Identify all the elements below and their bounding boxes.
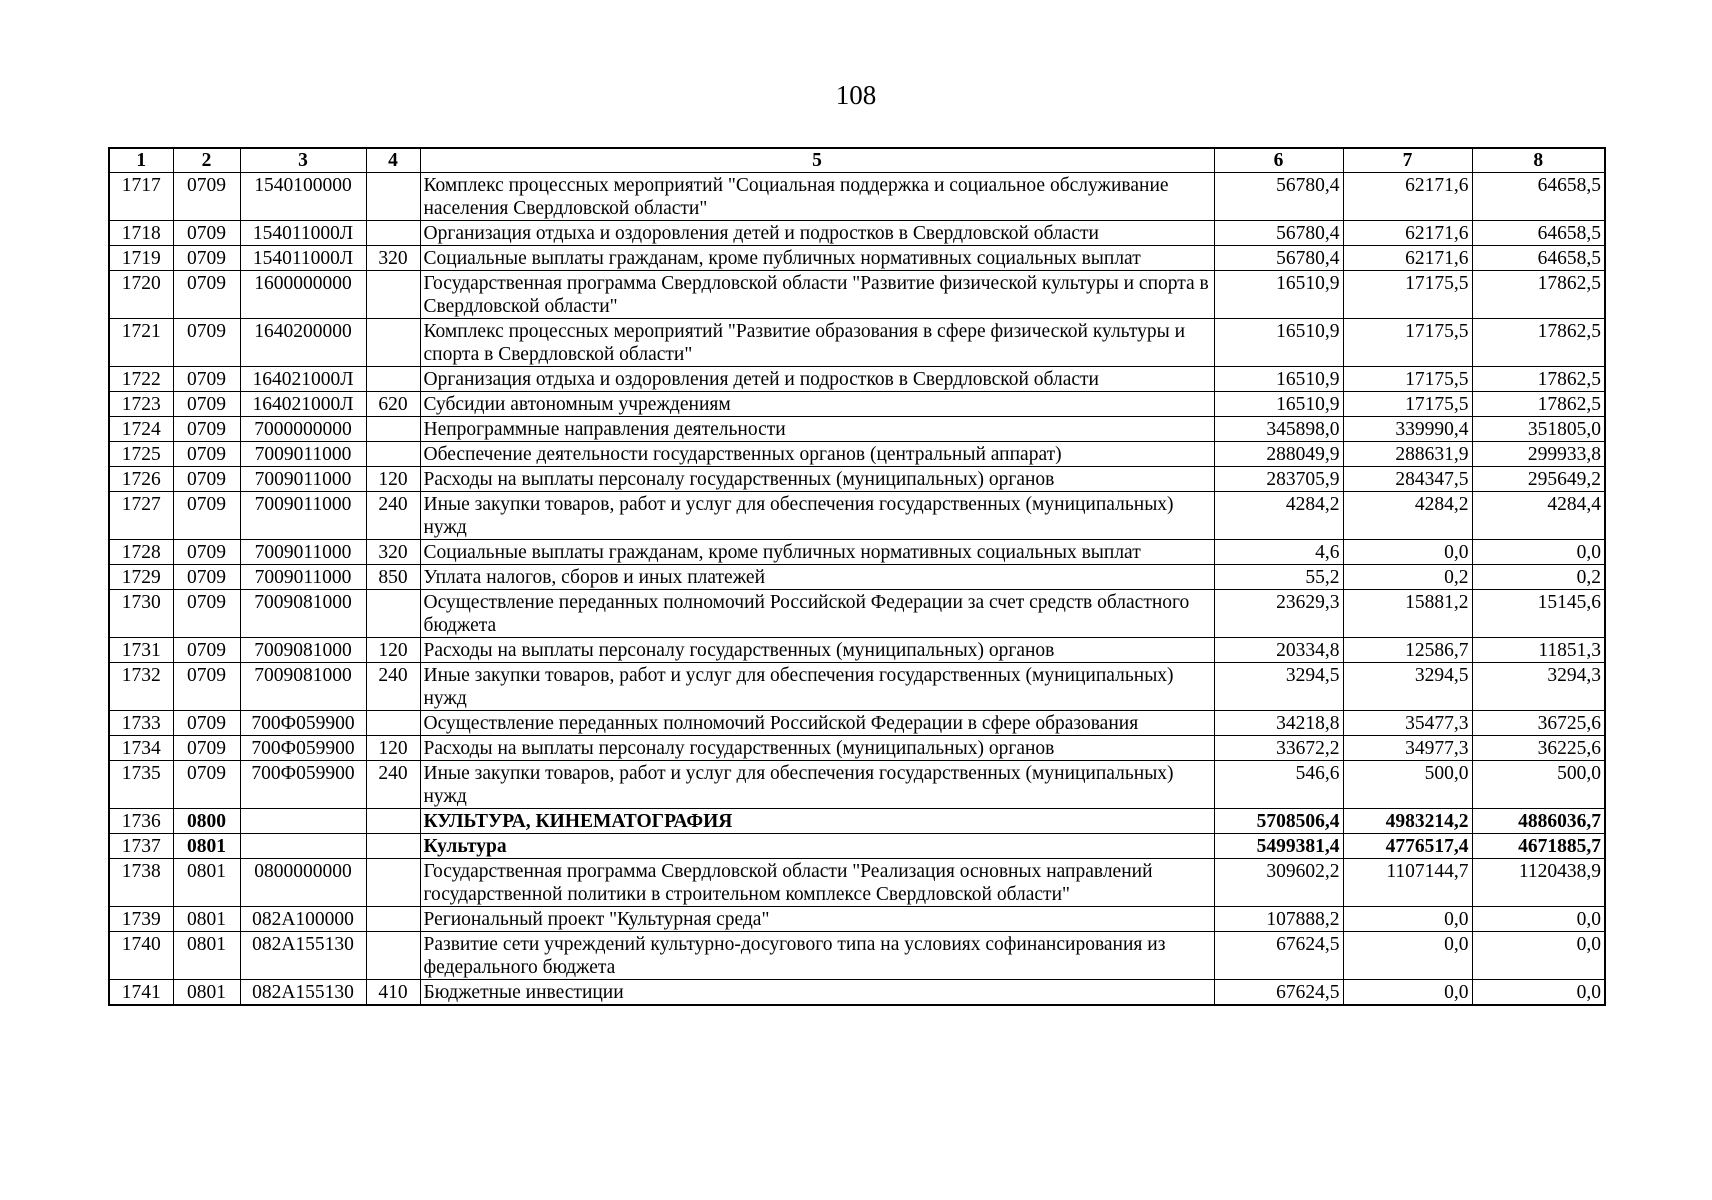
row-number-cell: 1734 (109, 736, 173, 761)
header-cell: 6 (1214, 148, 1343, 173)
target-article-cell: 154011000Л (240, 221, 366, 246)
section-code-cell: 0709 (173, 392, 240, 417)
expense-type-cell (366, 442, 420, 467)
target-article-cell: 154011000Л (240, 246, 366, 271)
item-name-cell: Расходы на выплаты персоналу государственных (муниципальных) органов (420, 638, 1214, 663)
table-row (109, 246, 1605, 271)
section-code-cell: 0709 (173, 367, 240, 392)
table-row (109, 907, 1605, 932)
amount-year1-cell: 20334,8 (1214, 638, 1343, 663)
target-article-cell: 7009081000 (240, 590, 366, 638)
amount-year2-cell: 62171,6 (1343, 173, 1472, 221)
item-name-cell: КУЛЬТУРА, КИНЕМАТОГРАФИЯ (420, 809, 1214, 834)
table-row (109, 809, 1605, 834)
target-article-cell: 082А155130 (240, 980, 366, 1006)
amount-year3-cell: 295649,2 (1472, 467, 1605, 492)
amount-year3-cell: 17862,5 (1472, 271, 1605, 319)
amount-year2-cell: 17175,5 (1343, 367, 1472, 392)
table-row (109, 492, 1605, 540)
expense-type-cell (366, 417, 420, 442)
table-row (109, 392, 1605, 417)
table-row (109, 736, 1605, 761)
item-name-cell: Непрограммные направления деятельности (420, 417, 1214, 442)
section-code-cell: 0801 (173, 907, 240, 932)
table-row (109, 638, 1605, 663)
table-row (109, 319, 1605, 367)
expense-type-cell: 120 (366, 736, 420, 761)
target-article-cell: 700Ф059900 (240, 736, 366, 761)
row-number-cell: 1739 (109, 907, 173, 932)
row-number-cell: 1722 (109, 367, 173, 392)
amount-year1-cell: 5708506,4 (1214, 809, 1343, 834)
amount-year1-cell: 345898,0 (1214, 417, 1343, 442)
amount-year1-cell: 5499381,4 (1214, 834, 1343, 859)
amount-year1-cell: 56780,4 (1214, 221, 1343, 246)
amount-year1-cell: 56780,4 (1214, 173, 1343, 221)
row-number-cell: 1726 (109, 467, 173, 492)
item-name-cell: Иные закупки товаров, работ и услуг для обеспечения государственных (муниципальных) нужд (420, 663, 1214, 711)
section-code-cell: 0709 (173, 590, 240, 638)
item-name-cell: Осуществление переданных полномочий Российской Федерации в сфере образования (420, 711, 1214, 736)
section-code-cell: 0801 (173, 932, 240, 980)
row-number-cell: 1738 (109, 859, 173, 907)
section-code-cell: 0801 (173, 859, 240, 907)
amount-year2-cell: 4284,2 (1343, 492, 1472, 540)
expense-type-cell (366, 859, 420, 907)
section-code-cell: 0709 (173, 663, 240, 711)
amount-year3-cell: 0,0 (1472, 540, 1605, 565)
target-article-cell: 1640200000 (240, 319, 366, 367)
section-code-cell: 0801 (173, 980, 240, 1006)
target-article-cell: 082А100000 (240, 907, 366, 932)
table-row (109, 221, 1605, 246)
row-number-cell: 1729 (109, 565, 173, 590)
amount-year1-cell: 34218,8 (1214, 711, 1343, 736)
table-row (109, 417, 1605, 442)
item-name-cell: Иные закупки товаров, работ и услуг для обеспечения государственных (муниципальных) нужд (420, 492, 1214, 540)
row-number-cell: 1720 (109, 271, 173, 319)
item-name-cell: Комплекс процессных мероприятий "Развитие образования в сфере физической культуры и спорта в Свердловской области" (420, 319, 1214, 367)
expense-type-cell (366, 809, 420, 834)
section-code-cell: 0709 (173, 319, 240, 367)
row-number-cell: 1724 (109, 417, 173, 442)
row-number-cell: 1719 (109, 246, 173, 271)
expense-type-cell (366, 907, 420, 932)
amount-year1-cell: 16510,9 (1214, 319, 1343, 367)
table-row (109, 932, 1605, 980)
target-article-cell: 1600000000 (240, 271, 366, 319)
table-row (109, 271, 1605, 319)
row-number-cell: 1723 (109, 392, 173, 417)
amount-year2-cell: 500,0 (1343, 761, 1472, 809)
amount-year2-cell: 35477,3 (1343, 711, 1472, 736)
header-cell: 8 (1472, 148, 1605, 173)
table-row (109, 467, 1605, 492)
amount-year3-cell: 4671885,7 (1472, 834, 1605, 859)
target-article-cell: 700Ф059900 (240, 711, 366, 736)
header-cell: 3 (240, 148, 366, 173)
row-number-cell: 1727 (109, 492, 173, 540)
section-code-cell: 0801 (173, 834, 240, 859)
amount-year2-cell: 15881,2 (1343, 590, 1472, 638)
amount-year1-cell: 3294,5 (1214, 663, 1343, 711)
row-number-cell: 1733 (109, 711, 173, 736)
amount-year2-cell: 339990,4 (1343, 417, 1472, 442)
amount-year2-cell: 0,0 (1343, 907, 1472, 932)
amount-year3-cell: 36225,6 (1472, 736, 1605, 761)
target-article-cell: 7009011000 (240, 565, 366, 590)
amount-year2-cell: 12586,7 (1343, 638, 1472, 663)
row-number-cell: 1717 (109, 173, 173, 221)
amount-year1-cell: 23629,3 (1214, 590, 1343, 638)
amount-year3-cell: 0,2 (1472, 565, 1605, 590)
expense-type-cell: 240 (366, 761, 420, 809)
section-code-cell: 0709 (173, 761, 240, 809)
budget-table (108, 147, 1606, 1006)
amount-year3-cell: 500,0 (1472, 761, 1605, 809)
header-cell: 4 (366, 148, 420, 173)
target-article-cell: 082А155130 (240, 932, 366, 980)
expense-type-cell (366, 834, 420, 859)
table-row (109, 173, 1605, 221)
row-number-cell: 1725 (109, 442, 173, 467)
section-code-cell: 0709 (173, 417, 240, 442)
section-code-cell: 0709 (173, 736, 240, 761)
section-code-cell: 0709 (173, 492, 240, 540)
amount-year3-cell: 64658,5 (1472, 246, 1605, 271)
item-name-cell: Региональный проект "Культурная среда" (420, 907, 1214, 932)
amount-year3-cell: 299933,8 (1472, 442, 1605, 467)
expense-type-cell: 850 (366, 565, 420, 590)
section-code-cell: 0709 (173, 711, 240, 736)
amount-year3-cell: 15145,6 (1472, 590, 1605, 638)
amount-year2-cell: 0,0 (1343, 980, 1472, 1006)
item-name-cell: Бюджетные инвестиции (420, 980, 1214, 1006)
amount-year2-cell: 17175,5 (1343, 392, 1472, 417)
amount-year2-cell: 0,0 (1343, 932, 1472, 980)
amount-year3-cell: 17862,5 (1472, 367, 1605, 392)
amount-year1-cell: 16510,9 (1214, 367, 1343, 392)
target-article-cell: 7000000000 (240, 417, 366, 442)
item-name-cell: Комплекс процессных мероприятий "Социальная поддержка и социальное обслуживание населения Свердловской области" (420, 173, 1214, 221)
table-row (109, 442, 1605, 467)
expense-type-cell (366, 173, 420, 221)
item-name-cell: Государственная программа Свердловской области "Развитие физической культуры и спорта в Свердловской области" (420, 271, 1214, 319)
amount-year2-cell: 62171,6 (1343, 221, 1472, 246)
table-row (109, 565, 1605, 590)
section-code-cell: 0800 (173, 809, 240, 834)
table-row (109, 663, 1605, 711)
amount-year2-cell: 284347,5 (1343, 467, 1472, 492)
expense-type-cell (366, 590, 420, 638)
section-code-cell: 0709 (173, 442, 240, 467)
amount-year2-cell: 288631,9 (1343, 442, 1472, 467)
amount-year2-cell: 17175,5 (1343, 319, 1472, 367)
row-number-cell: 1732 (109, 663, 173, 711)
amount-year3-cell: 0,0 (1472, 932, 1605, 980)
section-code-cell: 0709 (173, 565, 240, 590)
expense-type-cell (366, 932, 420, 980)
target-article-cell (240, 809, 366, 834)
amount-year2-cell: 4983214,2 (1343, 809, 1472, 834)
amount-year1-cell: 4284,2 (1214, 492, 1343, 540)
table-row (109, 367, 1605, 392)
header-cell: 2 (173, 148, 240, 173)
row-number-cell: 1735 (109, 761, 173, 809)
amount-year3-cell: 36725,6 (1472, 711, 1605, 736)
target-article-cell: 7009011000 (240, 492, 366, 540)
amount-year2-cell: 0,0 (1343, 540, 1472, 565)
amount-year3-cell: 64658,5 (1472, 221, 1605, 246)
amount-year2-cell: 34977,3 (1343, 736, 1472, 761)
item-name-cell: Социальные выплаты гражданам, кроме публичных нормативных социальных выплат (420, 246, 1214, 271)
amount-year1-cell: 288049,9 (1214, 442, 1343, 467)
section-code-cell: 0709 (173, 173, 240, 221)
header-cell: 1 (109, 148, 173, 173)
amount-year1-cell: 67624,5 (1214, 980, 1343, 1006)
expense-type-cell: 120 (366, 467, 420, 492)
target-article-cell: 1540100000 (240, 173, 366, 221)
target-article-cell: 7009011000 (240, 467, 366, 492)
table-row (109, 980, 1605, 1006)
amount-year3-cell: 0,0 (1472, 980, 1605, 1006)
table-row (109, 834, 1605, 859)
section-code-cell: 0709 (173, 271, 240, 319)
item-name-cell: Осуществление переданных полномочий Российской Федерации за счет средств областного бюджета (420, 590, 1214, 638)
table-body (109, 173, 1605, 1006)
amount-year1-cell: 16510,9 (1214, 392, 1343, 417)
expense-type-cell: 240 (366, 492, 420, 540)
amount-year2-cell: 62171,6 (1343, 246, 1472, 271)
amount-year3-cell: 64658,5 (1472, 173, 1605, 221)
amount-year3-cell: 1120438,9 (1472, 859, 1605, 907)
target-article-cell: 7009081000 (240, 663, 366, 711)
target-article-cell: 7009081000 (240, 638, 366, 663)
table-row (109, 761, 1605, 809)
amount-year3-cell: 4284,4 (1472, 492, 1605, 540)
amount-year1-cell: 107888,2 (1214, 907, 1343, 932)
target-article-cell: 164021000Л (240, 392, 366, 417)
expense-type-cell (366, 319, 420, 367)
amount-year2-cell: 4776517,4 (1343, 834, 1472, 859)
amount-year3-cell: 17862,5 (1472, 319, 1605, 367)
amount-year1-cell: 56780,4 (1214, 246, 1343, 271)
amount-year2-cell: 1107144,7 (1343, 859, 1472, 907)
section-code-cell: 0709 (173, 540, 240, 565)
amount-year3-cell: 11851,3 (1472, 638, 1605, 663)
amount-year3-cell: 0,0 (1472, 907, 1605, 932)
item-name-cell: Развитие сети учреждений культурно-досугового типа на условиях софинансирования из федерального бюджета (420, 932, 1214, 980)
amount-year1-cell: 546,6 (1214, 761, 1343, 809)
target-article-cell: 164021000Л (240, 367, 366, 392)
row-number-cell: 1728 (109, 540, 173, 565)
expense-type-cell: 120 (366, 638, 420, 663)
expense-type-cell (366, 367, 420, 392)
amount-year3-cell: 3294,3 (1472, 663, 1605, 711)
amount-year1-cell: 33672,2 (1214, 736, 1343, 761)
target-article-cell: 0800000000 (240, 859, 366, 907)
section-code-cell: 0709 (173, 221, 240, 246)
item-name-cell: Расходы на выплаты персоналу государственных (муниципальных) органов (420, 467, 1214, 492)
expense-type-cell (366, 711, 420, 736)
table-row (109, 590, 1605, 638)
item-name-cell: Субсидии автономным учреждениям (420, 392, 1214, 417)
row-number-cell: 1736 (109, 809, 173, 834)
expense-type-cell: 320 (366, 540, 420, 565)
target-article-cell: 7009011000 (240, 442, 366, 467)
expense-type-cell: 620 (366, 392, 420, 417)
amount-year3-cell: 351805,0 (1472, 417, 1605, 442)
row-number-cell: 1730 (109, 590, 173, 638)
expense-type-cell: 410 (366, 980, 420, 1006)
header-cell: 5 (420, 148, 1214, 173)
row-number-cell: 1718 (109, 221, 173, 246)
item-name-cell: Государственная программа Свердловской области "Реализация основных направлений государственной политики в строительном комплексе Свердловской области" (420, 859, 1214, 907)
row-number-cell: 1741 (109, 980, 173, 1006)
table-row (109, 711, 1605, 736)
amount-year3-cell: 4886036,7 (1472, 809, 1605, 834)
item-name-cell: Организация отдыха и оздоровления детей и подростков в Свердловской области (420, 221, 1214, 246)
item-name-cell: Культура (420, 834, 1214, 859)
target-article-cell (240, 834, 366, 859)
row-number-cell: 1737 (109, 834, 173, 859)
amount-year1-cell: 283705,9 (1214, 467, 1343, 492)
expense-type-cell (366, 271, 420, 319)
expense-type-cell: 320 (366, 246, 420, 271)
page-number: 108 (835, 80, 877, 110)
target-article-cell: 700Ф059900 (240, 761, 366, 809)
section-code-cell: 0709 (173, 246, 240, 271)
amount-year2-cell: 17175,5 (1343, 271, 1472, 319)
section-code-cell: 0709 (173, 467, 240, 492)
item-name-cell: Обеспечение деятельности государственных органов (центральный аппарат) (420, 442, 1214, 467)
row-number-cell: 1740 (109, 932, 173, 980)
expense-type-cell (366, 221, 420, 246)
item-name-cell: Уплата налогов, сборов и иных платежей (420, 565, 1214, 590)
amount-year1-cell: 4,6 (1214, 540, 1343, 565)
item-name-cell: Социальные выплаты гражданам, кроме публичных нормативных социальных выплат (420, 540, 1214, 565)
row-number-cell: 1721 (109, 319, 173, 367)
expense-type-cell: 240 (366, 663, 420, 711)
amount-year1-cell: 16510,9 (1214, 271, 1343, 319)
item-name-cell: Организация отдыха и оздоровления детей и подростков в Свердловской области (420, 367, 1214, 392)
table-row (109, 859, 1605, 907)
amount-year1-cell: 55,2 (1214, 565, 1343, 590)
item-name-cell: Иные закупки товаров, работ и услуг для обеспечения государственных (муниципальных) нужд (420, 761, 1214, 809)
row-number-cell: 1731 (109, 638, 173, 663)
amount-year2-cell: 3294,5 (1343, 663, 1472, 711)
amount-year1-cell: 309602,2 (1214, 859, 1343, 907)
header-cell: 7 (1343, 148, 1472, 173)
amount-year3-cell: 17862,5 (1472, 392, 1605, 417)
amount-year2-cell: 0,2 (1343, 565, 1472, 590)
header-row (109, 148, 1605, 173)
table-row (109, 540, 1605, 565)
target-article-cell: 7009011000 (240, 540, 366, 565)
amount-year1-cell: 67624,5 (1214, 932, 1343, 980)
item-name-cell: Расходы на выплаты персоналу государственных (муниципальных) органов (420, 736, 1214, 761)
section-code-cell: 0709 (173, 638, 240, 663)
